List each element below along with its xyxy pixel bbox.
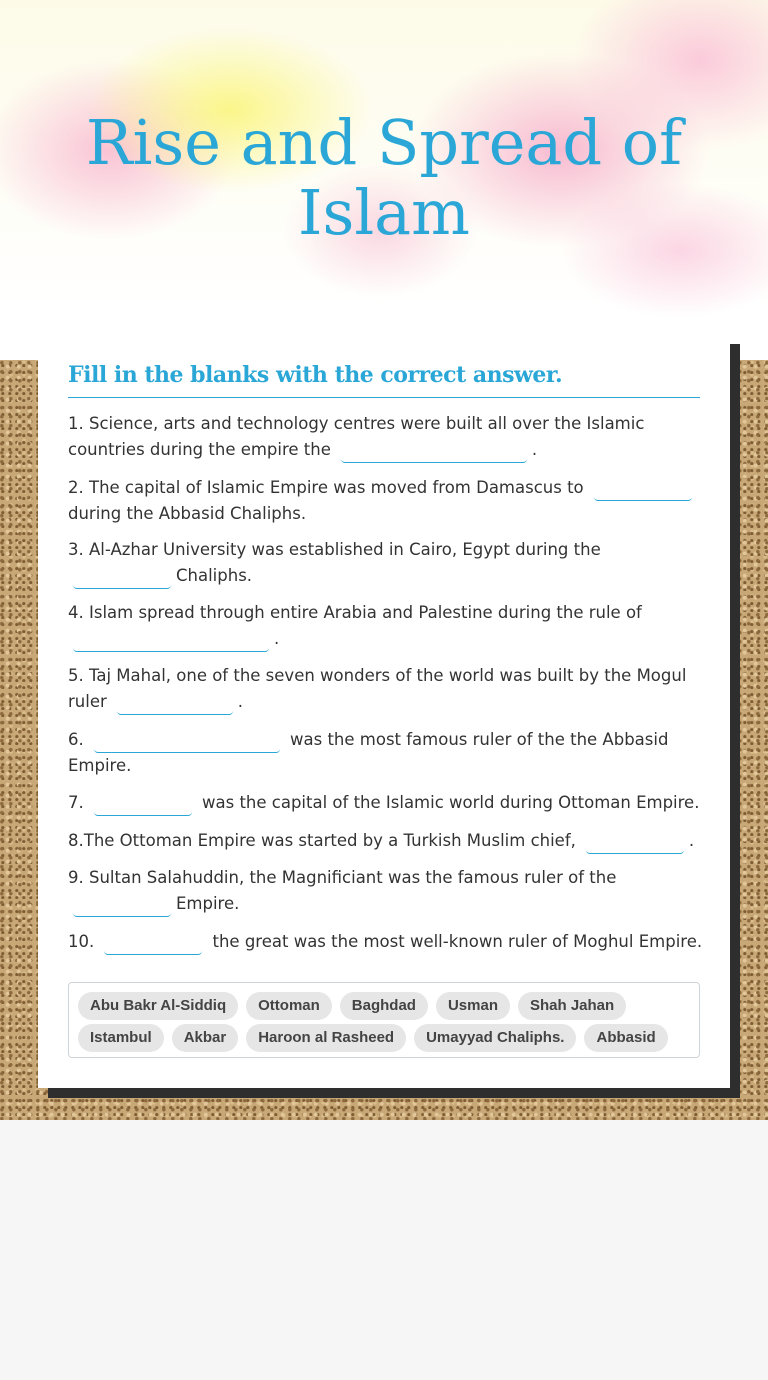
- question-5: [68, 663, 708, 715]
- word-bank: [68, 982, 700, 1058]
- word-chip[interactable]: Haroon al Rasheed: [246, 1024, 406, 1052]
- question-text-after: the great was the most well-known ruler of Moghul Empire.: [212, 932, 703, 951]
- word-chip[interactable]: Ottoman: [246, 992, 332, 1020]
- question-text: 4. Islam spread through entire Arabia and Palestine during the rule of: [68, 603, 642, 622]
- question-text: 10.: [68, 932, 95, 951]
- question-text: 9. Sultan Salahuddin, the Magnificiant was the famous ruler of the: [68, 868, 617, 887]
- question-8: [68, 828, 708, 854]
- answer-blank-8[interactable]: [586, 833, 684, 854]
- word-chip[interactable]: Abu Bakr Al-Siddiq: [78, 992, 238, 1020]
- answer-blank-3[interactable]: [73, 568, 171, 589]
- question-1: [68, 411, 708, 463]
- question-text: 8.The Ottoman Empire was started by a Turkish Muslim chief,: [68, 831, 576, 850]
- question-text: 6.: [68, 730, 84, 749]
- word-chip[interactable]: Akbar: [172, 1024, 239, 1052]
- answer-blank-4[interactable]: [73, 631, 269, 652]
- watercolor-header: [0, 0, 768, 360]
- question-text: 3. Al-Azhar University was established in Cairo, Egypt during the: [68, 540, 601, 559]
- question-3: [68, 537, 708, 589]
- question-text-after: during the Abbasid Chaliphs.: [68, 504, 307, 523]
- question-text-after: .: [531, 440, 538, 459]
- page-title: Rise and Spread of Islam: [85, 106, 683, 249]
- question-text-after: Empire.: [176, 894, 240, 913]
- question-4: [68, 600, 708, 652]
- answer-blank-2[interactable]: [594, 480, 692, 501]
- word-chip[interactable]: Istambul: [78, 1024, 164, 1052]
- answer-blank-9[interactable]: [73, 896, 171, 917]
- word-chip[interactable]: Shah Jahan: [518, 992, 626, 1020]
- answer-blank-1[interactable]: [341, 442, 527, 463]
- question-9: [68, 865, 708, 917]
- question-text-after: .: [274, 629, 280, 648]
- word-chip[interactable]: Baghdad: [340, 992, 428, 1020]
- question-text-after: was the capital of the Islamic world during Ottoman Empire.: [202, 793, 700, 812]
- word-chip[interactable]: Umayyad Chaliphs.: [414, 1024, 576, 1052]
- answer-blank-5[interactable]: [117, 694, 233, 715]
- word-chip[interactable]: Abbasid: [584, 1024, 667, 1052]
- question-6: [68, 727, 708, 779]
- question-text: 2. The capital of Islamic Empire was moved from Damascus to: [68, 478, 584, 497]
- question-2: [68, 475, 708, 527]
- question-text: 7.: [68, 793, 84, 812]
- answer-blank-6[interactable]: [94, 732, 280, 753]
- question-text-after: was the most famous ruler of the the Abbasid Empire.: [68, 730, 669, 775]
- question-text: 5. Taj Mahal, one of the seven wonders of the world was built by the Mogul ruler: [68, 666, 687, 711]
- question-7: [68, 790, 708, 816]
- question-text-after: .: [688, 831, 695, 850]
- question-text-after: Chaliphs.: [176, 566, 253, 585]
- answer-blank-10[interactable]: [104, 934, 202, 955]
- word-chip[interactable]: Usman: [436, 992, 510, 1020]
- instructions-heading: Fill in the blanks with the correct answer.: [68, 362, 700, 398]
- question-10: [68, 929, 708, 955]
- question-text-after: .: [237, 692, 244, 711]
- answer-blank-7[interactable]: [94, 795, 192, 816]
- question-text: 1. Science, arts and technology centres were built all over the Islamic countries during the empire the: [68, 414, 645, 459]
